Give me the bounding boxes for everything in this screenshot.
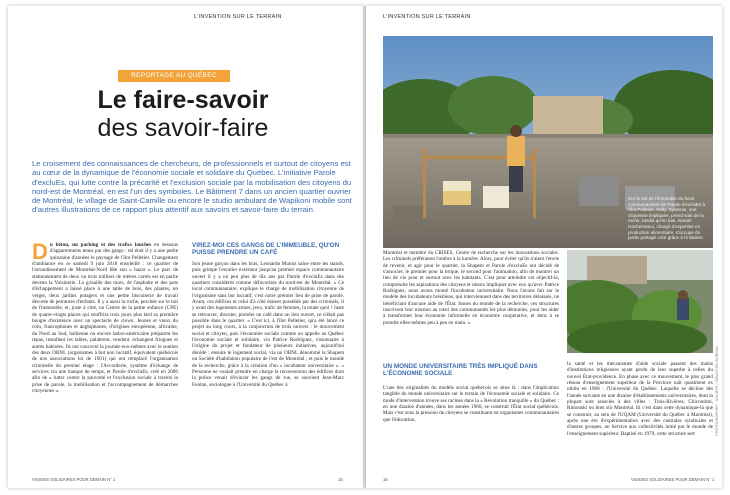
right-page (366, 6, 722, 488)
body-column-1 (32, 239, 178, 394)
footer-title: VISIONS SOLIDAIRES POUR DEMAIN N° 1 (32, 477, 116, 482)
garden-photo-image (567, 250, 713, 353)
left-page (8, 6, 365, 488)
photo-credit: PHOTOGRAPHIES : SOCIÉTÉ / SÉBASTIEN BORDAN (715, 346, 719, 436)
article-title: Le faire-savoir (97, 86, 269, 114)
photo-caption: Sur le toit de l'immeuble du local communautaire de Parole d'excluEs à l'îlot Pelletier, Nelly, Syldenie, une citoyenne impliquée, prend soin de la ruche, tandis qu'en bas, Ismael Hachemaoui, chargé d'expertise en production alimentaire, s'occupe du jardin partagé créé grâce à l'initiative. (628, 196, 706, 241)
body-column-3: Montréal et membre du CRISES, Centre de recherche sur les innovations sociales. Les criminels préféraient l'ombre à la lumière. Alors, pour éviter qu'ils n'aient l'envie de revenir, et agir pour le quartier, la Shapem et Parole d'excluEs ont décidé de s'associer, le premier pour la brique, le second pour l'animation, afin de montrer un lieu de vie pour et surtout avec les habitants. C'est pour atteindre cet objectif-là, comprendre les aspirations des citoyens et mieux impliquer avec eux qu'avec Patrice Rodriguez, nous avons monté l'incubateur universitaire. Nous l'avons fait sur le modèle des incubateurs brésiliens, qui interviennent dans des territoires délaissés, ne bénéficiant d'aucune aide de l'État. Issues du monde de la recherche, ces structures inscrivent leur mission au cœur des communautés les plus démunies, pour les aider à transformer leur économie informelle en économie coopérative, et donc à se prendre elles-mêmes peu à peu en main. » (383, 250, 559, 326)
body-column-4: L'une des originalités du modèle social québécois se situe là : dans l'implication tangible du monde universitaire sur le terrain de l'économie sociale et solidaire. Ce mode d'intervention trouve ses racines dans la « Révolution tranquille » du Québec : en une dizaine d'années, dans les années 1960, se construit l'État social québécois. Mais c'est sous la pression de citoyens se constituant en organismes communautaires que l'éducation, (383, 385, 559, 423)
lead-paragraph: Le croisement des connaissances de chercheurs, de professionnels et surtout de citoyens est au cœur de la dynamique de l'économie sociale et solidaire du Québec. L'initiative Parole d'excluEs, qui lutte contre la précarité et l'exclusion sociale par la mobilisation des citoyens du nord-est de Montréal, en est l'un des symboles. Le Bâtiment 7 dans un ancien quartier ouvrier de Montréal, le village de Saint-Camille ou encore le studio ambulant de Wapikoni mobile sont d'autres illustrations de ce rapport plus attentif aux savoirs et savoir-faire du terrain. (32, 159, 352, 215)
footer-title: VISIONS SOLIDAIRES POUR DEMAIN N° 1 (631, 477, 715, 482)
garden-photo (567, 250, 713, 353)
body-text: en dessous d'appartements tenus par des gangs : tel était il y a une petite quinzaine d'années le paysage de l'îlot Pelletier. Changement d'ambiance en ce samedi 9 juin 2018 ensoleillé : ce quartier de l'arrondissement de Montréal-Nord fête son « bazar ». Le parc de stationnement de deux ou trois milliers de mètres carrés est en partie devenu la Voisinerie. La grisaille des murs, de l'asphalte et des pots d'échappement a laissé place à une table de bois, des plantes, un verger, deux jardins potagers et une petite biscuiterie de travail décorée de peintures d'enfants. Il y a aussi la ruche, perchée sur le toit de l'immeuble, et, juste à côté, un Centre de la petite enfance (CPE) de quatre-vingts places qui souffrira trois jours plus tard sa première bougie d'existence avec un spectacle de clown. Jeunes et vieux du coin, francophones et anglophones, d'origines européenne, africaine, du Nord au Sud, haïtienne ou encore latino-américaine préparent les repas, installent les tables, palabrent, vendent, échangent fringues et autres babioles. Ils ont concocté la journée eux-mêmes avec le soutien des deux OBNL (organismes à but non lucratif, équivalent québécois de nos associations loi de 1901) qui ont remplacé l'organisation criminelle du premier étage : l'Accorderie, système d'échange de services via une banque de temps, et Parole d'excluEs, créé en 2006 afin de « lutter contre la pauvreté et l'exclusion sociale à travers la prise de parole, la mobilisation et l'accompagnement de démarches citoyennes ». (32, 242, 178, 394)
running-head: L'INVENTION SUR LE TERRAIN (383, 14, 471, 20)
section-kicker: REPORTAGE AU QUÉBEC (118, 70, 230, 82)
beehive-photo (383, 36, 713, 248)
body-column-2: Son jeune garçon dans les bras, Leonardo Munoz salue entre les stands, puis grimpe l'escalier extérieur jusqu'au premier espace communautaire ouvert il y a un peu plus de dix ans par Parole d'excluEs dans des quartiers considérés comme défavorisés du nord-est de Montréal. « Ce local communautaire, explique le chargé de mobilisation citoyenne de l'organisme sans but lucratif, c'est notre premier lieu de prise de parole. Avant, ces édifices et celui d'à côté étaient possédés par des criminels, il y avait des logements armes, jeux, trafic de femmes, la totale quoi ! Juste se retrouver, discuter, prendre un café dans un lieu ouvert, ce n'était pas possible dans le quartier. » C'est ici, à l'îlot Pelletier, qu'a été lancé ce projet au long cours, à la conjonction de trois univers : le mouvement social et citoyen, puis l'économie sociale comme on appelle au Québec l'économie sociale et solidaire, via Patrice Rodriguez, visionnaire à l'origine du projet et fondateur de plusieurs initiatives, aujourd'hui décédé ; ensuite le logement social, via un OBNL dénommé la Shapem ou Société d'habitation populaire de l'est de Montréal ; et puis le monde de la recherche, grâce à la création d'un « incubateur universitaire ». « Personne ne voulait prendre en charge la reconversion des édifices dont la police venait d'évincer les gangs de rue, se souvient Jean-Marc Fontan, sociologue à l'Université du Québec à (192, 261, 344, 388)
page-number: 15 (338, 477, 343, 482)
page-number: 16 (383, 477, 388, 482)
body-column-5: la santé et les mécanismes d'aide sociale passent des mains d'institutions religieuses ayant perdu de leur superbe à celles du nouvel État-providence. En phase avec ce mouvement, le plus grand réseau d'enseignement supérieur de la Province naît quasiment ex nihilo en 1968 : l'Université du Québec. Laquelle se décline dès l'année suivante en une dizaine d'établissements universitaires, dont la plupart sont associés à des villes : Trois-Rivières, Chicoutimi, Rimouski ou bien sûr Montréal. Et c'est dans cette dynamique-là que se construit, au sein de l'UQAM (Université du Québec à Montréal), après une ère d'expérimentation avec des centrales syndicales et d'autres groupes, un Service aux collectivités initié par le monde de l'enseignement supérieur. Baptisé en 1979, cette structure sert (567, 361, 713, 437)
running-head: L'INVENTION SUR LE TERRAIN (194, 14, 282, 20)
drop-cap: D (32, 239, 48, 264)
article-title-line2: des savoir-faire (97, 114, 269, 142)
subheading: UN MONDE UNIVERSITAIRE TRÈS IMPLIQUÉ DANS L'ÉCONOMIE SOCIALE (383, 363, 538, 378)
subheading: VIREZ-MOI CES GANGS DE L'IMMEUBLE, QU'ON PUISSE PRENDRE UN CAFÉ (192, 242, 340, 257)
opening-bold-text: u béton, un parking et des trafics louches (49, 242, 152, 248)
